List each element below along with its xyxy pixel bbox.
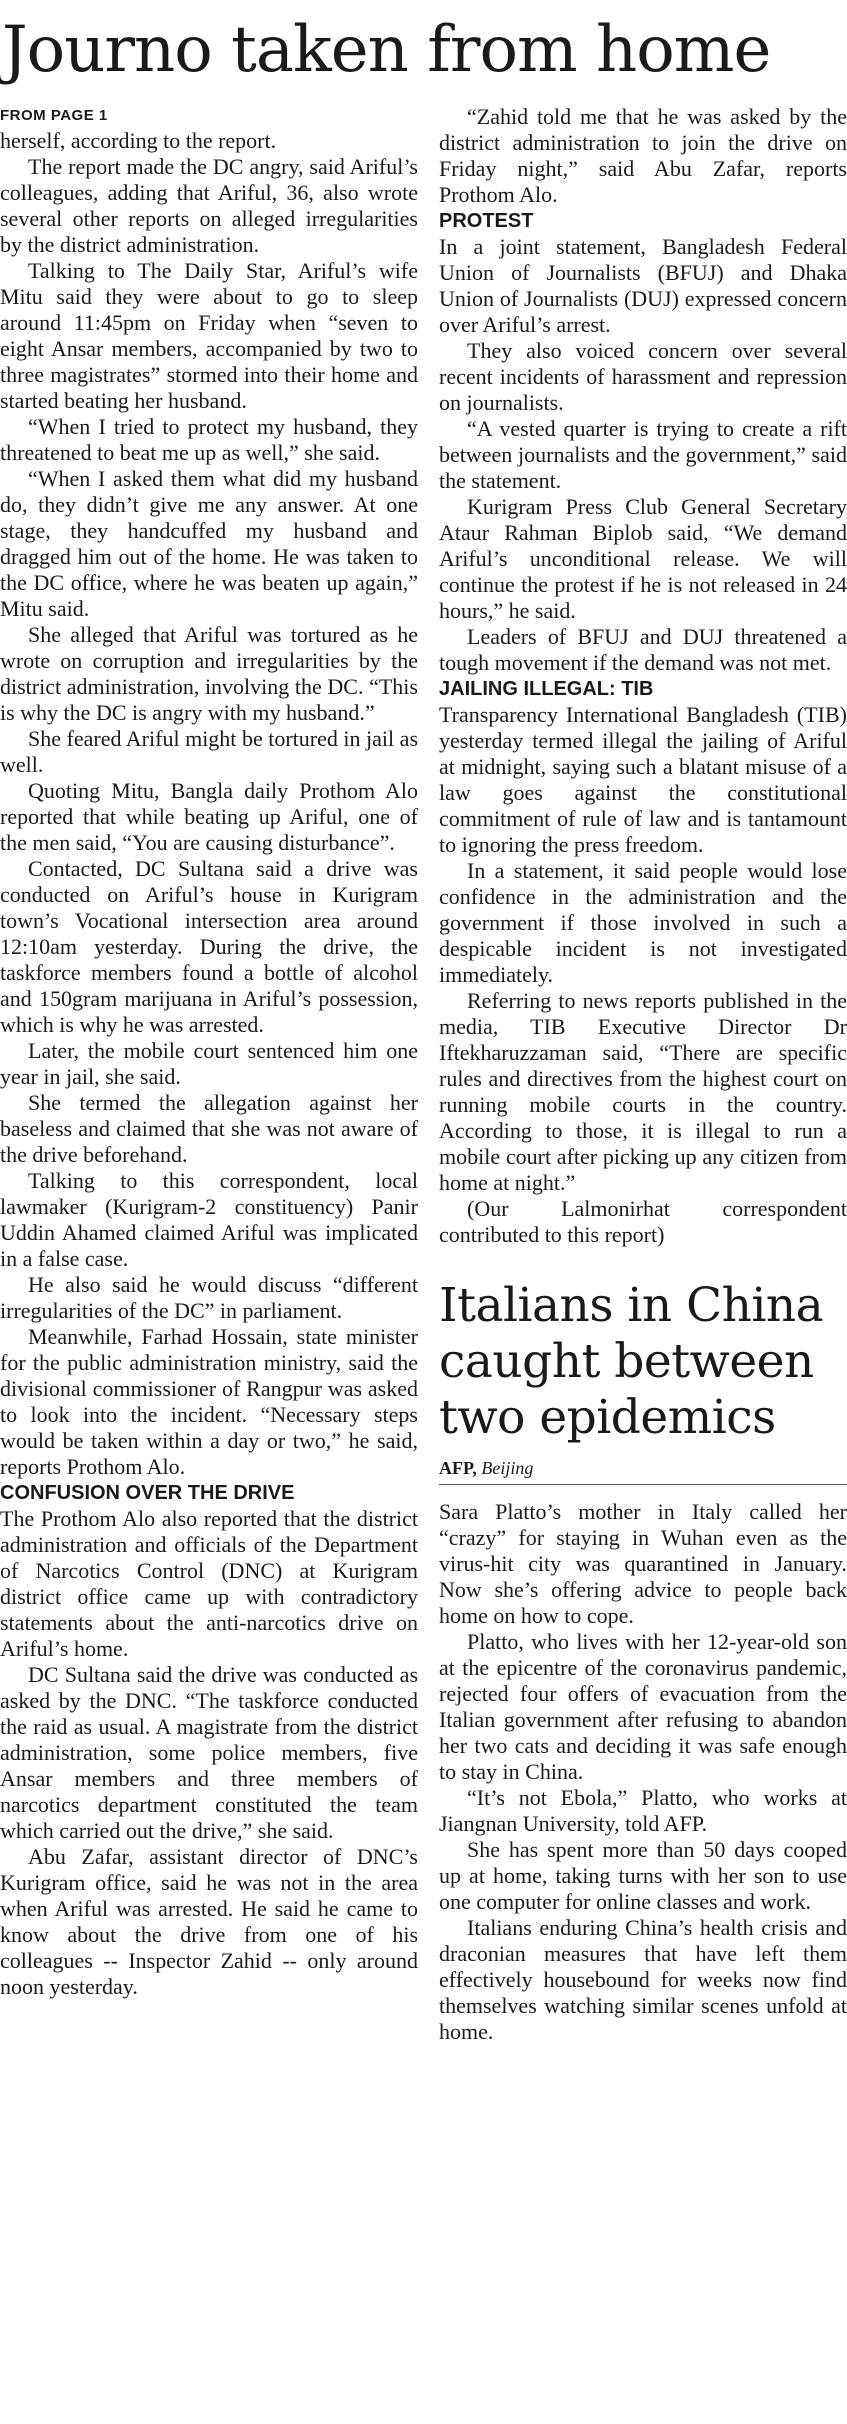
paragraph: The Prothom Alo also reported that the district administration and officials of the Department of Narcotics Control (DNC) at Kurigram district office came up with contradictory statements about the anti-narcotics drive on Ariful’s home. bbox=[0, 1506, 418, 1661]
subhead-confusion: CONFUSION OVER THE DRIVE bbox=[0, 1482, 295, 1504]
paragraph: They also voiced concern over several recent incidents of harassment and repression on journalists. bbox=[439, 338, 847, 415]
paragraph: Meanwhile, Farhad Hossain, state minister for the public administration ministry, said the divisional commissioner of Rangpur was asked to look into the incident. “Necessary steps would be taken within a day or two,” he said, reports Prothom Alo. bbox=[0, 1324, 418, 1479]
paragraph: She has spent more than 50 days cooped up at home, taking turns with her son to use one computer for online classes and work. bbox=[439, 1837, 847, 1914]
paragraph: “A vested quarter is trying to create a rift between journalists and the government,” said the statement. bbox=[439, 416, 847, 493]
paragraph: Italians enduring China’s health crisis and draconian measures that have left them effectively housebound for weeks now find themselves watching similar scenes unfold at home. bbox=[439, 1915, 847, 2044]
byline-place: Beijing bbox=[481, 1458, 534, 1478]
paragraph: Sara Platto’s mother in Italy called her “crazy” for staying in Wuhan even as the virus-hit city was quarantined in January. Now she’s offering advice to people back home on how to cope. bbox=[439, 1499, 847, 1628]
paragraph: (Our Lalmonirhat correspondent contributed to this report) bbox=[439, 1196, 847, 1247]
paragraph: She termed the allegation against her baseless and claimed that she was not aware of the drive beforehand. bbox=[0, 1090, 418, 1167]
paragraph: “Zahid told me that he was asked by the district administration to join the drive on Friday night,” said Abu Zafar, reports Prothom Alo. bbox=[439, 104, 847, 207]
paragraph: “When I asked them what did my husband do, they didn’t give me any answer. At one stage, they handcuffed my husband and dragged him out of the home. He was taken to the DC office, where he was beaten up again,” Mitu said. bbox=[0, 466, 418, 621]
paragraph: Transparency International Bangladesh (TIB) yesterday termed illegal the jailing of Ariful at midnight, saying such a blatant misuse of a law goes against the constitutional commitment of rule of law and is tantamount to ignoring the press freedom. bbox=[439, 702, 847, 857]
right-column bbox=[439, 104, 847, 2424]
paragraph: Leaders of BFUJ and DUJ threatened a tough movement if the demand was not met. bbox=[439, 624, 847, 675]
paragraph: She alleged that Ariful was tortured as he wrote on corruption and irregularities by the district administration, involving the DC. “This is why the DC is angry with my husband.” bbox=[0, 622, 418, 725]
paragraph: Talking to this correspondent, local lawmaker (Kurigram-2 constituency) Panir Uddin Ahamed claimed Ariful was implicated in a false case. bbox=[0, 1168, 418, 1271]
paragraph: The report made the DC angry, said Ariful’s colleagues, adding that Ariful, 36, also wrote several other reports on alleged irregularities by the district administration. bbox=[0, 154, 418, 257]
paragraph: Platto, who lives with her 12-year-old son at the epicentre of the coronavirus pandemic, rejected four offers of evacuation from the Italian government after refusing to abandon her two cats and deciding it was safe enough to stay in China. bbox=[439, 1629, 847, 1784]
second-story-headline: Italians in China caught between two epidemics bbox=[439, 1278, 824, 1445]
paragraph: Contacted, DC Sultana said a drive was conducted on Ariful’s house in Kurigram town’s Vocational intersection area around 12:10am yesterday. During the drive, the taskforce members found a bottle of alcohol and 150gram marijuana in Ariful’s possession, which is why he was arrested. bbox=[0, 856, 418, 1037]
continuation-label: FROM PAGE 1 bbox=[0, 107, 108, 124]
paragraph: He also said he would discuss “different irregularities of the DC” in parliament. bbox=[0, 1272, 418, 1323]
story-headline: Journo taken from home bbox=[2, 13, 771, 87]
paragraph: Referring to news reports published in the media, TIB Executive Director Dr Iftekharuzzaman said, “There are specific rules and directives from the highest court on running mobile courts in the country. According to those, it is illegal to run a mobile court after picking up any citizen from home at night.” bbox=[439, 988, 847, 1195]
paragraph: Kurigram Press Club General Secretary Ataur Rahman Biplob said, “We demand Ariful’s unconditional release. We will continue the protest if he is not released in 24 hours,” he said. bbox=[439, 494, 847, 623]
paragraph: Quoting Mitu, Bangla daily Prothom Alo reported that while beating up Ariful, one of the men said, “You are causing disturbance”. bbox=[0, 778, 418, 855]
left-column bbox=[0, 104, 418, 2424]
paragraph: Talking to The Daily Star, Ariful’s wife Mitu said they were about to go to sleep around 11:45pm on Friday when “seven to eight Ansar members, accompanied by two to three magistrates” stormed into their home and started beating her husband. bbox=[0, 258, 418, 413]
paragraph: Later, the mobile court sentenced him one year in jail, she said. bbox=[0, 1038, 418, 1089]
paragraph: “It’s not Ebola,” Platto, who works at Jiangnan University, told AFP. bbox=[439, 1785, 847, 1836]
paragraph: She feared Ariful might be tortured in jail as well. bbox=[0, 726, 418, 777]
byline bbox=[439, 1456, 847, 1485]
subhead-protest: PROTEST bbox=[439, 210, 534, 232]
paragraph: Abu Zafar, assistant director of DNC’s Kurigram office, said he was not in the area when Ariful was arrested. He said he came to know about the drive from one of his colleagues -- Inspector Zahid -- only around noon yesterday. bbox=[0, 1844, 418, 1999]
paragraph: In a joint statement, Bangladesh Federal Union of Journalists (BFUJ) and Dhaka Union of Journalists (DUJ) expressed concern over Ariful’s arrest. bbox=[439, 234, 847, 337]
byline-agency: AFP, bbox=[439, 1458, 477, 1478]
paragraph: herself, according to the report. bbox=[0, 128, 277, 153]
subhead-tib: JAILING ILLEGAL: TIB bbox=[439, 678, 654, 700]
paragraph: “When I tried to protect my husband, they threatened to beat me up as well,” she said. bbox=[0, 414, 418, 465]
paragraph: DC Sultana said the drive was conducted as asked by the DNC. “The taskforce conducted the raid as usual. A magistrate from the district administration, some police members, five Ansar members and three members of narcotics department constituted the team which carried out the drive,” she said. bbox=[0, 1662, 418, 1843]
paragraph: In a statement, it said people would lose confidence in the administration and the government if those involved in such a despicable incident is not investigated immediately. bbox=[439, 858, 847, 987]
